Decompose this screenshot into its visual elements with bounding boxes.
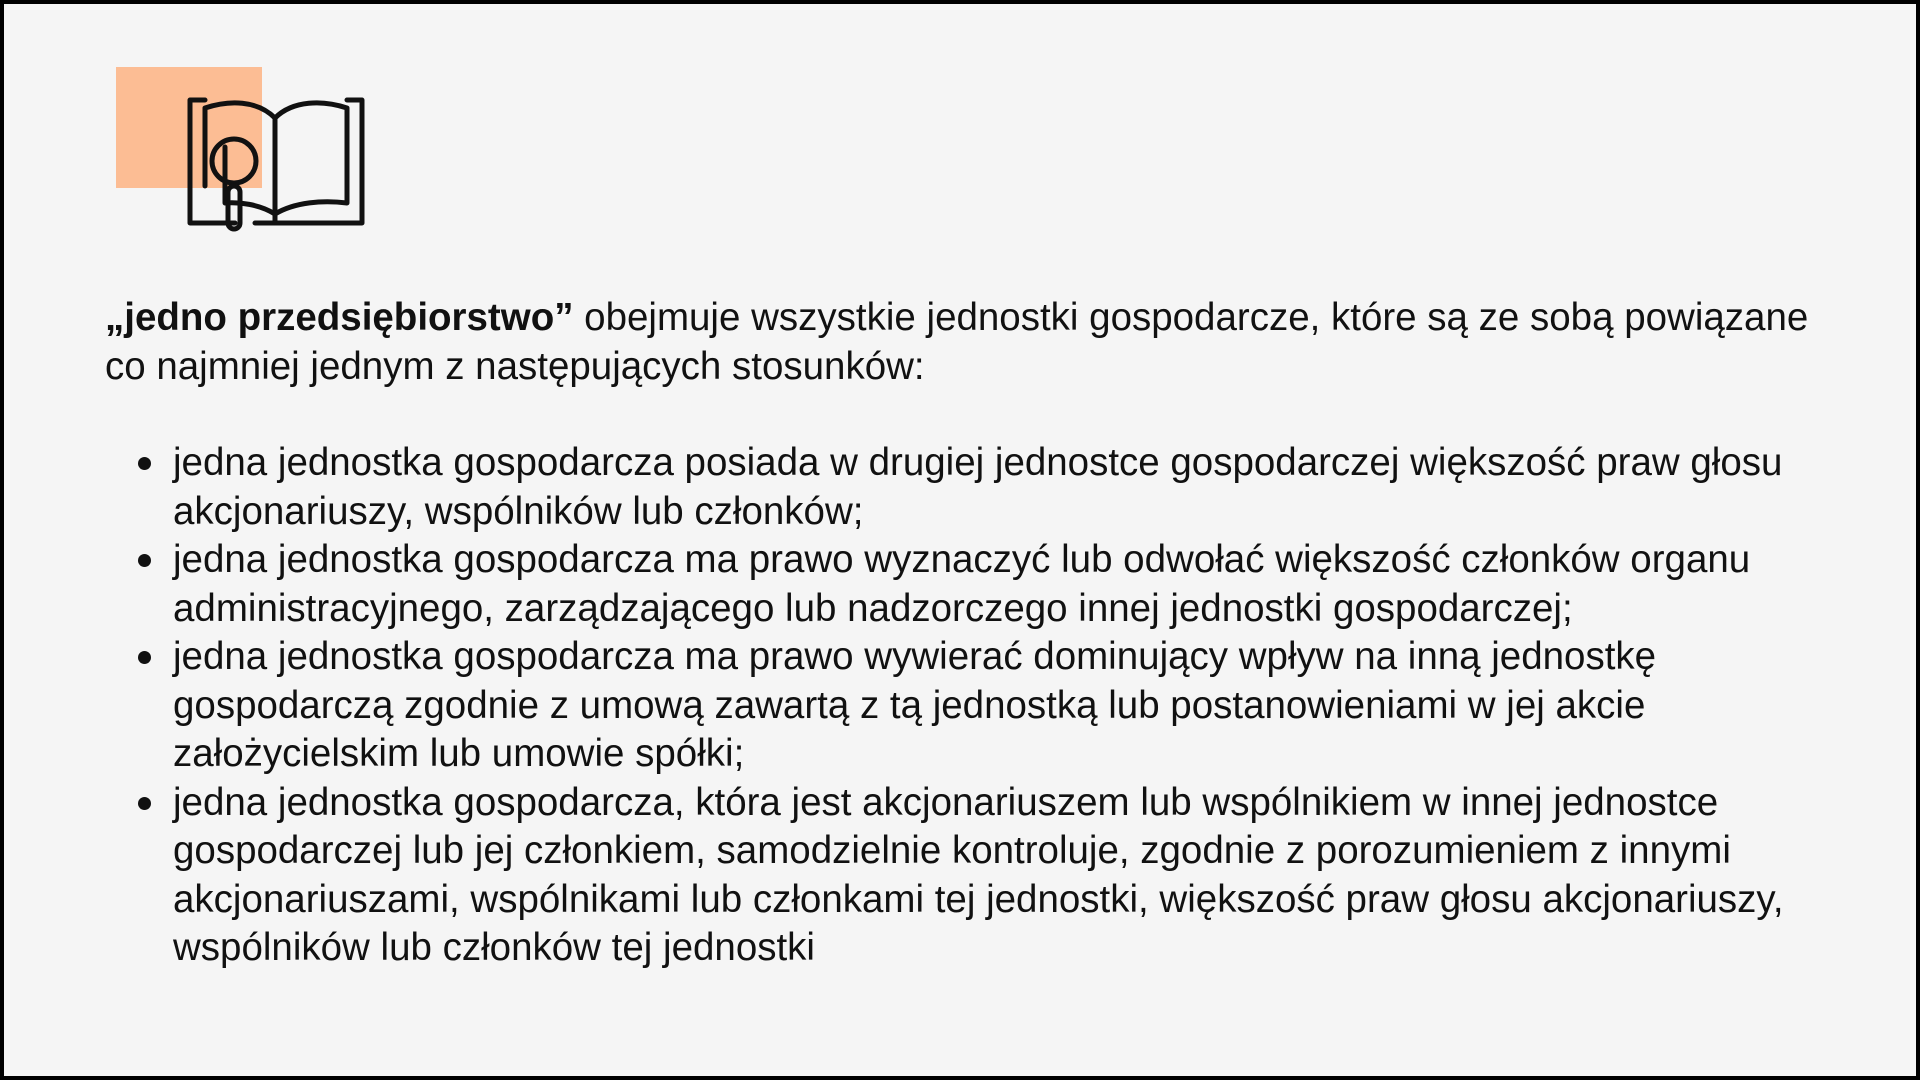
criteria-list: [105, 439, 1845, 973]
bullet-icon: [138, 651, 151, 664]
list-item-text: jedna jednostka gospodarcza ma prawo wyznaczyć lub odwołać większość członków organu administracyjnego, zarządzającego lub nadzorczego innej jednostki gospodarczej;: [173, 538, 1751, 630]
intro-text: obejmuje wszystkie jednostki gospodarcze, które są ze sobą powiązane co najmniej jednym z następujących stosunków:: [105, 296, 1809, 388]
bullet-icon: [138, 457, 151, 470]
list-item-text: jedna jednostka gospodarcza posiada w drugiej jednostce gospodarczej większość praw głosu akcjonariuszy, wspólników lub członków;: [173, 441, 1783, 533]
slide: [4, 4, 1916, 1076]
bullet-icon: [138, 797, 151, 810]
list-item: [105, 439, 1845, 536]
bullet-icon: [138, 554, 151, 567]
list-item-text: jedna jednostka gospodarcza, która jest akcjonariuszem lub wspólnikiem w innej jednostce gospodarczej lub jej członkiem, samodzielnie kontroluje, zgodnie z porozumieniem z innymi akcjonariuszami, wspólnikami lub członkami tej jednostki, większość praw głosu akcjonariuszy, wspólników lub członków tej jednostki: [173, 780, 1784, 969]
book-magnifier-icon: [187, 90, 365, 239]
defined-term: „jedno przedsiębiorstwo”: [105, 296, 574, 339]
intro-paragraph: [105, 294, 1845, 391]
list-item-text: jedna jednostka gospodarcza ma prawo wywierać dominujący wpływ na inną jednostkę gospodarczą zgodnie z umową zawartą z tą jednostką lub postanowieniami w jej akcie założycielskim lub umowie spółki;: [173, 635, 1657, 775]
header-icon-group: [116, 67, 368, 239]
list-item: [105, 633, 1845, 779]
content: [105, 294, 1845, 973]
list-item: [105, 536, 1845, 633]
list-item: [105, 779, 1845, 973]
